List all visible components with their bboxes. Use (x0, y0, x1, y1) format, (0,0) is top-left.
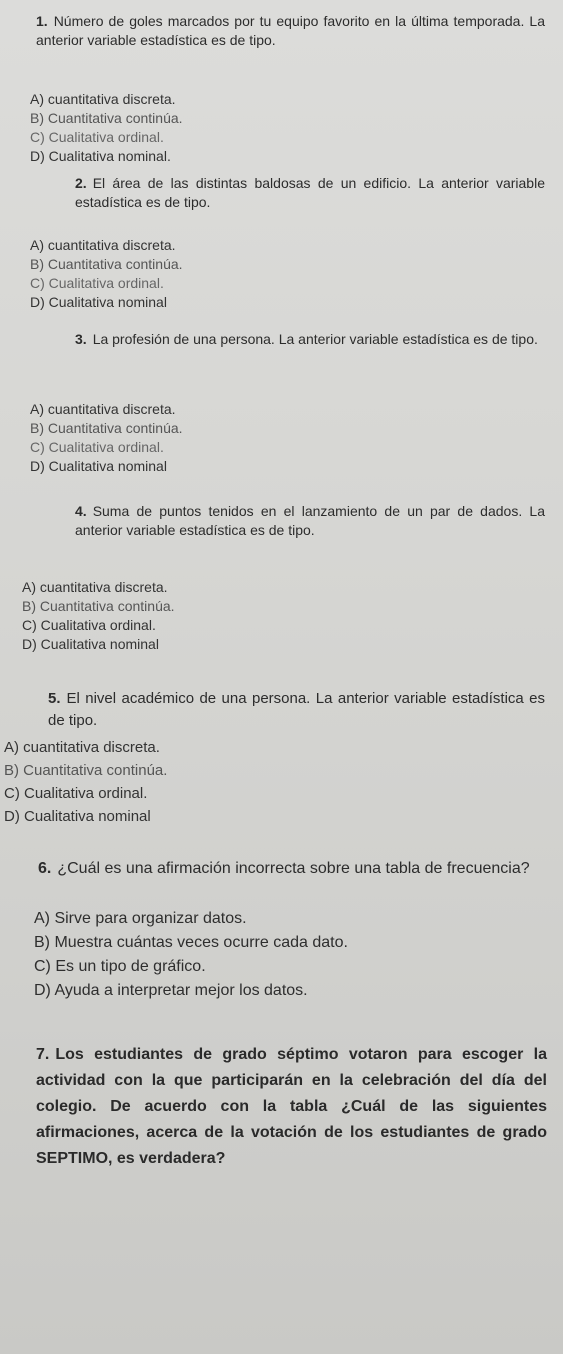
question-prompt: ¿Cuál es una afirmación incorrecta sobre una tabla de frecuencia? (57, 860, 530, 877)
option-b: B) Cuantitativa continúa. (4, 762, 168, 779)
option-b: B) Cuantitativa continúa. (22, 598, 175, 614)
option-d: D) Cualitativa nominal (30, 458, 167, 474)
option-d: D) Ayuda a interpretar mejor los datos. (34, 982, 308, 999)
question-5-options (4, 736, 167, 828)
option-c: C) Cualitativa ordinal. (4, 785, 148, 802)
option-a: A) Sirve para organizar datos. (34, 910, 247, 927)
option-d: D) Cualitativa nominal (30, 294, 167, 310)
question-7 (36, 1042, 547, 1172)
option-a: A) cuantitativa discreta. (4, 739, 160, 756)
question-3-options (30, 400, 183, 476)
question-number: 5. (48, 690, 61, 707)
option-a: A) cuantitativa discreta. (30, 237, 176, 253)
option-c: C) Es un tipo de gráfico. (34, 958, 206, 975)
option-c: C) Cualitativa ordinal. (30, 439, 164, 455)
option-c: C) Cualitativa ordinal. (30, 129, 164, 145)
option-a: A) cuantitativa discreta. (30, 91, 176, 107)
option-a: A) cuantitativa discreta. (30, 401, 176, 417)
question-6 (38, 857, 543, 881)
option-b: B) Cuantitativa continúa. (30, 110, 183, 126)
question-prompt: El área de las distintas baldosas de un edificio. La anterior variable estadística es de tipo. (75, 175, 545, 210)
question-1-options (30, 90, 183, 166)
question-2-options (30, 236, 183, 312)
option-b: B) Muestra cuántas veces ocurre cada dato. (34, 934, 348, 951)
option-b: B) Cuantitativa continúa. (30, 420, 183, 436)
question-1 (36, 12, 545, 50)
question-3 (75, 330, 545, 349)
question-number: 6. (38, 860, 52, 877)
question-number: 3. (75, 331, 87, 347)
question-prompt: La profesión de una persona. La anterior variable estadística es de tipo. (92, 331, 538, 347)
question-prompt: El nivel académico de una persona. La anterior variable estadística es de tipo. (48, 690, 545, 729)
question-number: 1. (36, 13, 48, 29)
question-5 (48, 688, 545, 732)
option-b: B) Cuantitativa continúa. (30, 256, 183, 272)
question-4-options (22, 578, 175, 654)
option-c: C) Cualitativa ordinal. (22, 617, 156, 633)
question-prompt: Suma de puntos tenidos en el lanzamiento de un par de dados. La anterior variable estadística es de tipo. (75, 503, 545, 538)
question-prompt: Los estudiantes de grado séptimo votaron para escoger la actividad con la que participarán en la celebración del día del colegio. De acuerdo con la tabla ¿Cuál de las siguientes afirmaciones, acerca de la votación de los estudiantes de grado SEPTIMO, es verdadera? (36, 1046, 547, 1167)
option-d: D) Cualitativa nominal. (30, 148, 171, 164)
option-c: C) Cualitativa ordinal. (30, 275, 164, 291)
option-a: A) cuantitativa discreta. (22, 579, 168, 595)
question-6-options (34, 907, 348, 1003)
option-d: D) Cualitativa nominal (4, 808, 151, 825)
option-d: D) Cualitativa nominal (22, 636, 159, 652)
question-number: 2. (75, 175, 87, 191)
question-number: 7. (36, 1046, 50, 1063)
question-4 (75, 502, 545, 540)
question-number: 4. (75, 503, 87, 519)
question-prompt: Número de goles marcados por tu equipo favorito en la última temporada. La anterior variable estadística es de tipo. (36, 13, 545, 48)
question-2 (75, 174, 545, 212)
